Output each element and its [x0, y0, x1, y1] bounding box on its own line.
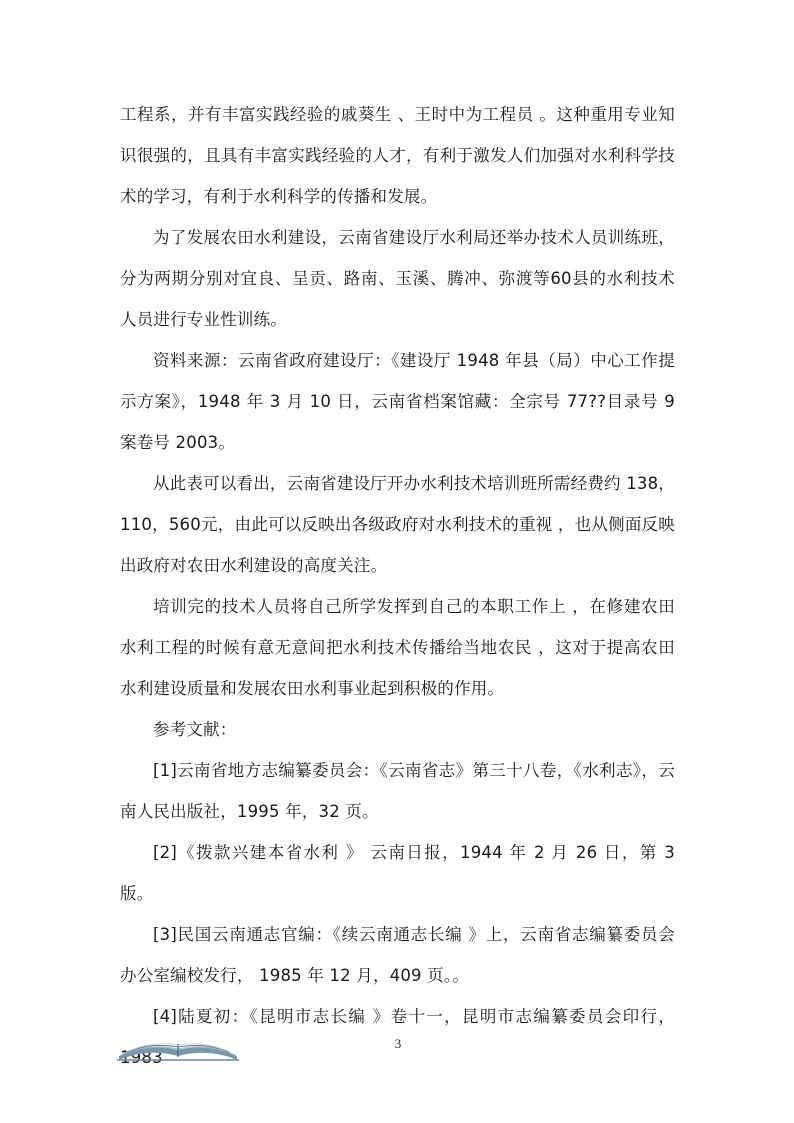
source-note: 资料来源：云南省政府建设厅：《建设厅 1948 年县（局）中心工作提示方案》，1948 年 3 月 10 日，云南省档案馆藏：全宗号 77??目录号 9 案卷号 2003。	[120, 351, 675, 452]
body-paragraph: 培训完的技术人员将自己所学发挥到自己的本职工作上 ，在修建农田水利工程的时候有意无意间把水利技术传播给当地农民 ，这对于提高农田水利建设质量和发展农田水利事业起到积极的作用。	[120, 597, 675, 698]
page-number: 3	[394, 1036, 402, 1051]
reference-item: [3]民国云南通志官编：《续云南通志长编 》上，云南省志编纂委员会办公室编校发行， 1985 年 12 月，409 页。。	[120, 925, 675, 985]
document-body	[120, 94, 675, 1078]
reference-item: [4]陆夏初：《昆明市志长编 》卷十一，昆明市志编纂委员会印行，1983	[120, 1007, 675, 1067]
reference-item: [2]《拨款兴建本省水利 》 云南日报，1944 年 2 月 26 日，第 3 版。	[120, 843, 675, 903]
body-paragraph: 工程系，并有丰富实践经验的戚葵生 、王时中为工程员 。这种重用专业知识很强的，且具有丰富实践经验的人才，有利于激发人们加强对水利科学技术的学习，有利于水利科学的传播和发展。	[120, 105, 675, 206]
body-paragraph: 为了发展农田水利建设，云南省建设厅水利局还举办技术人员训练班，分为两期分别对宜良、呈贡、路南、玉溪、腾冲、弥渡等60县的水利技术人员进行专业性训练。	[120, 228, 675, 329]
reference-item: [1]云南省地方志编纂委员会：《云南省志》第三十八卷，《水利志》，云南人民出版社，1995 年，32 页。	[120, 761, 675, 821]
references-heading: 参考文献：	[153, 720, 237, 739]
open-book-icon	[117, 1036, 239, 1062]
body-paragraph: 从此表可以看出，云南省建设厅开办水利技术培训班所需经费约 138，110，560元，由此可以反映出各级政府对水利技术的重视 ，也从侧面反映出政府对农田水利建设的高度关注。	[120, 474, 675, 575]
